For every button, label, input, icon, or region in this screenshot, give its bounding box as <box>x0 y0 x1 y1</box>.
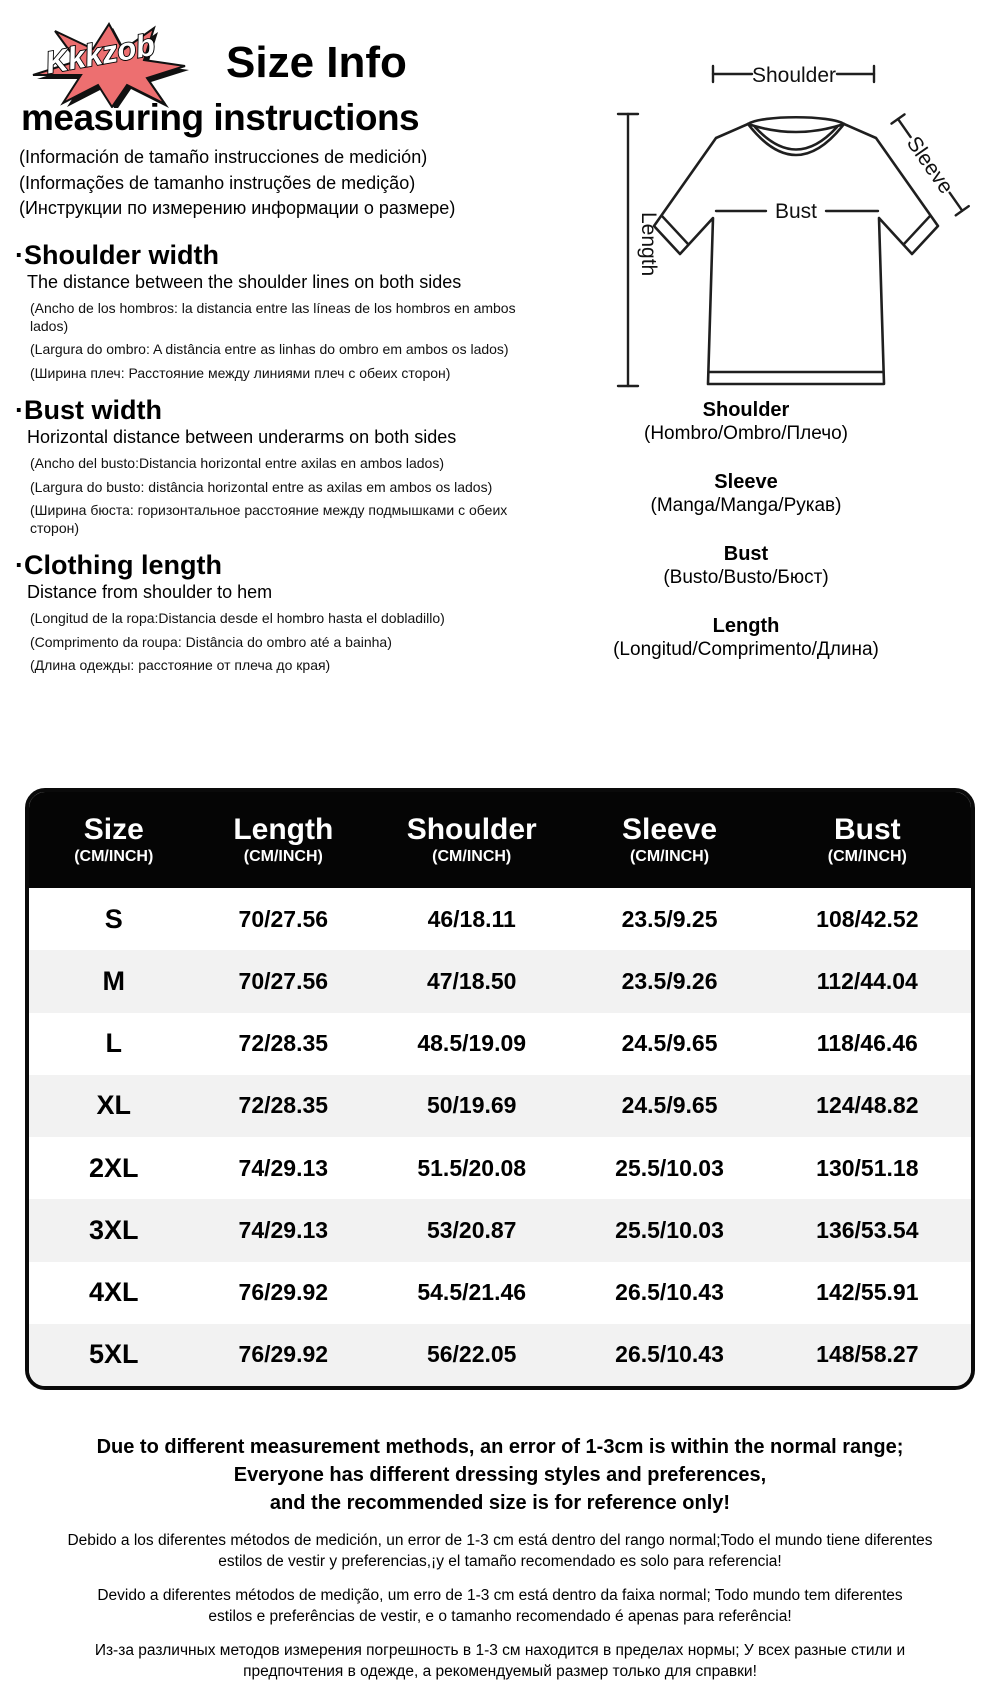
measure-name: Length <box>712 615 780 637</box>
measurement-cell: 46/18.11 <box>427 905 516 932</box>
measuring-translation: (Инструкции по измерению информации о размере) <box>19 198 456 218</box>
section-note: (Длина одежды: расстояние от плеча до края) <box>30 657 331 673</box>
size-row <box>29 1013 971 1075</box>
section-description: The distance between the shoulder lines on both sides <box>27 272 462 292</box>
size-row <box>29 1324 971 1386</box>
section-title <box>15 550 565 581</box>
section-note: (Largura do ombro: A distância entre as linhas do ombro em ambos os lados) <box>30 341 509 357</box>
section-note: (Ancho de los hombros: la distancia entre las líneas de los hombros en ambos lados) <box>30 300 516 334</box>
measure-legend-item <box>528 614 964 662</box>
brand-logo-text: Kkkzob <box>42 26 158 81</box>
size-row <box>29 1199 971 1261</box>
column-header-title: Length <box>233 813 334 846</box>
measure-translations: (Hombro/Ombro/Плечо) <box>644 423 848 444</box>
footer-note-es: Debido a los diferentes métodos de medición, un error de 1-3 cm está dentro del rango normal;Todo el mundo tiene diferentes estilos de vestir y preferencias,¡y el tamaño recomendado es solo para referencia! <box>67 1532 933 1570</box>
column-header-unit: (CM/INCH) <box>629 848 710 865</box>
bullet: · <box>15 550 24 580</box>
column-header-unit: (CM/INCH) <box>432 848 512 865</box>
measurement-cell: 130/51.18 <box>816 1154 919 1181</box>
column-header <box>575 813 763 867</box>
size-cell: 3XL <box>89 1214 139 1245</box>
measurement-cell: 26.5/10.43 <box>615 1341 724 1368</box>
measurement-cell: 118/46.46 <box>816 1030 918 1057</box>
section-description: Horizontal distance between underarms on both sides <box>27 427 457 447</box>
size-cell: XL <box>96 1090 132 1121</box>
measurement-cell: 25.5/10.03 <box>615 1154 724 1181</box>
starburst-icon <box>22 14 190 108</box>
measurement-cell: 72/28.35 <box>238 1092 329 1119</box>
measurement-cell: 74/29.13 <box>238 1154 329 1181</box>
section-description: Distance from shoulder to hem <box>27 582 273 602</box>
size-cell: L <box>105 1028 123 1059</box>
measurement-cell: 76/29.92 <box>238 1279 329 1306</box>
measurement-cell: 108/42.52 <box>816 905 919 932</box>
section-note: (Ширина плеч: Расстояние между линиями плеч с обеих сторон) <box>30 364 451 381</box>
section-title-text: Bust width <box>24 395 162 425</box>
bullet: · <box>15 395 24 425</box>
section-title-text: Shoulder width <box>24 240 219 270</box>
measure-section <box>15 550 565 675</box>
measurement-cell: 48.5/19.09 <box>417 1030 527 1057</box>
footer-notes <box>0 1433 1000 1682</box>
size-table <box>25 788 975 1390</box>
measurement-cell: 51.5/20.08 <box>417 1154 527 1181</box>
footer-note-en-line: and the recommended size is for reference only! <box>269 1492 731 1514</box>
size-cell: S <box>104 903 123 934</box>
column-header-unit: (CM/INCH) <box>74 848 154 865</box>
size-table-body <box>29 888 971 1386</box>
section-note: (Comprimento da roupa: Distância do ombro até a bainha) <box>30 633 392 650</box>
diagram-bust-label: Bust <box>774 200 818 223</box>
size-cell: 2XL <box>89 1152 139 1183</box>
measure-section <box>15 395 565 537</box>
size-cell: 4XL <box>89 1277 139 1308</box>
measure-legend-item <box>528 470 964 518</box>
diagram-shoulder-label: Shoulder <box>751 64 837 87</box>
measure-name: Shoulder <box>702 399 790 421</box>
size-cell: 5XL <box>89 1339 139 1370</box>
column-header <box>29 813 199 867</box>
column-header-unit: (CM/INCH) <box>243 848 323 865</box>
measure-name: Bust <box>723 543 769 565</box>
footer-note-ru: Из-за различных методов измерения погрешность в 1-3 см находится в пределах нормы; У всех разные стили и предпочтения в одежде, а рекомендуемый размер только для справки! <box>94 1642 906 1680</box>
measure-translations: (Longitud/Comprimento/Длина) <box>613 639 879 660</box>
column-header-title: Size <box>83 813 144 846</box>
section-title <box>15 240 565 271</box>
measure-legend-item <box>528 398 964 446</box>
measuring-translations <box>19 145 455 222</box>
measurement-cell: 136/53.54 <box>816 1216 919 1243</box>
section-title <box>15 395 565 426</box>
footer-note-en-line: Everyone has different dressing styles and preferences, <box>233 1464 767 1486</box>
measure-translations: (Manga/Manga/Рукав) <box>650 495 842 516</box>
measurement-cell: 23.5/9.25 <box>621 905 718 932</box>
measurement-cell: 142/55.91 <box>816 1279 919 1306</box>
measurement-cell: 23.5/9.26 <box>621 967 718 994</box>
bullet: · <box>15 240 24 270</box>
measurement-cell: 112/44.04 <box>816 967 918 994</box>
measure-legend-item <box>528 542 964 590</box>
section-notes <box>15 300 565 382</box>
measurement-cell: 56/22.05 <box>426 1341 517 1368</box>
measurement-cell: 70/27.56 <box>238 967 329 994</box>
measurement-cell: 124/48.82 <box>816 1092 919 1119</box>
measurement-cell: 47/18.50 <box>426 967 517 994</box>
measurement-cell: 24.5/9.65 <box>621 1092 718 1119</box>
page-title: Size Info <box>226 38 407 87</box>
footer-note-pt: Devido a diferentes métodos de medição, um erro de 1-3 cm está dentro da faixa normal; Todo mundo tem diferentes estilos e preferências de vestir, e o tamanho recomendado é apenas para referência! <box>97 1587 903 1625</box>
footer-note-en-line: Due to different measurement methods, an error of 1-3cm is within the normal range; <box>96 1436 904 1458</box>
size-table-header <box>29 792 971 888</box>
measurement-cell: 72/28.35 <box>238 1030 329 1057</box>
measurement-cell: 76/29.92 <box>238 1341 329 1368</box>
brand-logo <box>22 14 190 108</box>
measurement-cell: 53/20.87 <box>426 1216 517 1243</box>
column-header-title: Sleeve <box>621 813 718 846</box>
measurement-cell: 148/58.27 <box>816 1341 919 1368</box>
measuring-translation: (Información de tamaño instrucciones de medición) <box>19 147 428 167</box>
section-notes <box>15 610 565 675</box>
column-header <box>368 813 575 867</box>
measure-legend <box>528 398 964 686</box>
column-header <box>764 813 971 867</box>
measure-name: Sleeve <box>714 471 778 493</box>
measurement-cell: 26.5/10.43 <box>615 1279 724 1306</box>
section-notes <box>15 455 565 537</box>
section-note: (Largura do busto: distância horizontal entre as axilas em ambos os lados) <box>30 478 493 495</box>
column-header-title: Shoulder <box>406 813 537 846</box>
size-cell: M <box>102 965 126 996</box>
column-header-title: Bust <box>834 813 901 846</box>
measurement-cell: 24.5/9.65 <box>621 1030 718 1057</box>
diagram-length-label: Length <box>637 212 660 277</box>
size-row <box>29 1262 971 1324</box>
measurement-cell: 25.5/10.03 <box>615 1216 724 1243</box>
tshirt-measure-diagram <box>556 46 992 398</box>
measure-section <box>15 240 565 382</box>
section-title-text: Clothing length <box>24 550 222 580</box>
size-row <box>29 1075 971 1137</box>
diagram-sleeve-label: Sleeve <box>901 132 958 199</box>
measure-definitions <box>15 240 565 688</box>
section-note: (Ancho del busto:Distancia horizontal entre axilas en ambos lados) <box>30 455 445 471</box>
column-header-unit: (CM/INCH) <box>827 848 907 865</box>
measuring-heading: measuring instructions <box>21 97 420 138</box>
measure-translations: (Busto/Busto/Бюст) <box>663 567 829 588</box>
size-row <box>29 1137 971 1199</box>
tshirt-diagram-icon <box>556 46 992 398</box>
measurement-cell: 54.5/21.46 <box>417 1279 527 1306</box>
measurement-cell: 70/27.56 <box>238 905 329 932</box>
measurement-cell: 74/29.13 <box>238 1216 329 1243</box>
size-row <box>29 888 971 950</box>
footer-note-en <box>0 1433 1000 1517</box>
measuring-translation: (Informações de tamanho instruções de medição) <box>19 172 416 193</box>
column-header <box>199 813 369 867</box>
size-row <box>29 950 971 1012</box>
section-note: (Longitud de la ropa:Distancia desde el hombro hasta el dobladillo) <box>30 610 445 626</box>
section-note: (Ширина бюста: горизонтальное расстояние между подмышками с обеих сторон) <box>30 502 508 536</box>
measurement-cell: 50/19.69 <box>426 1092 517 1119</box>
